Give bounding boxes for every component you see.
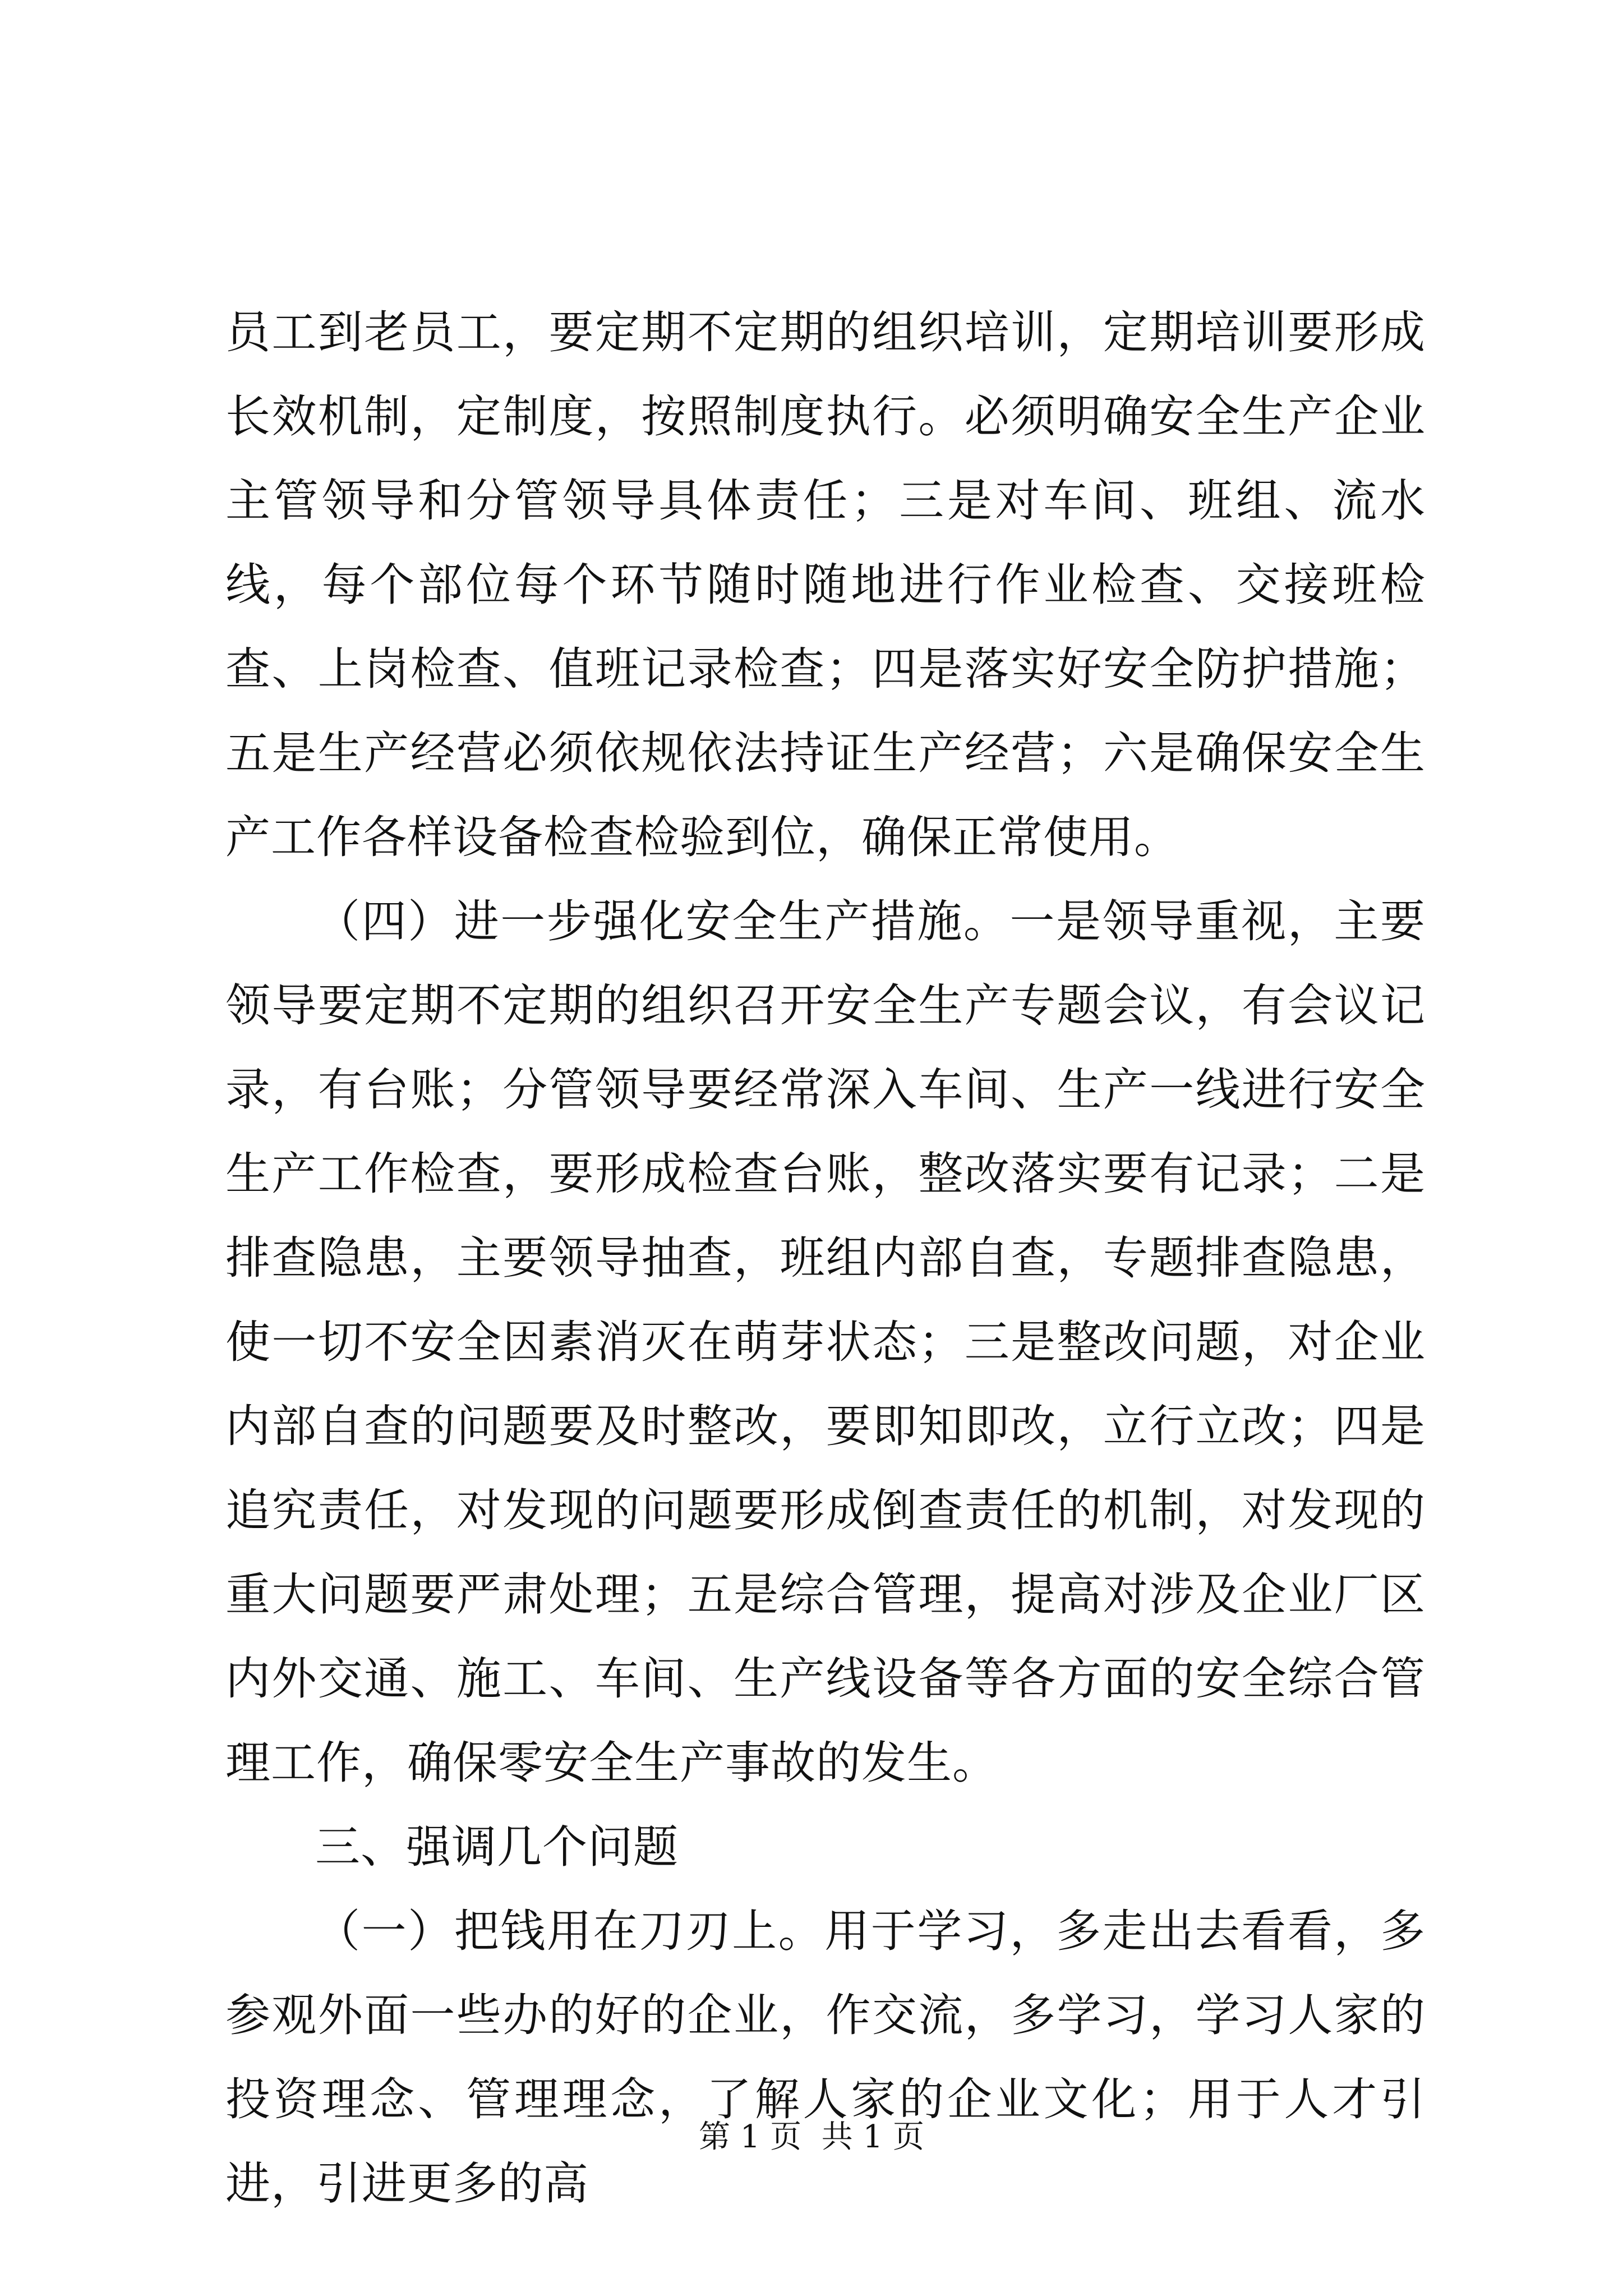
document-body — [225, 291, 1426, 2226]
section-heading-three: 三、强调几个问题 — [315, 1821, 679, 1873]
paragraph-section-four: （四）进一步强化安全生产措施。一是领导重视，主要领导要定期不定期的组织召开安全生产专题会议，有会议记录，有台账；分管领导要经常深入车间、生产一线进行安全生产工作检查，要形成检查台账，整改落实要有记录；二是排查隐患，主要领导抽查，班组内部自查，专题排查隐患，使一切不安全因素消灭在萌芽状态；三是整改问题，对企业内部自查的问题要及时整改，要即知即改，立行立改；四是追究责任，对发现的问题要形成倒查责任的机制，对发现的重大问题要严肃处理；五是综合管理，提高对涉及企业厂区内外交通、施工、车间、生产线设备等各方面的安全综合管理工作，确保零安全生产事故的发生。 — [225, 895, 1426, 1789]
paragraph-continuation: 员工到老员工，要定期不定期的组织培训，定期培训要形成长效机制，定制度，按照制度执行。必须明确安全生产企业主管领导和分管领导具体责任；三是对车间、班组、流水线，每个部位每个环节随时随地进行作业检查、交接班检查、上岗检查、值班记录检查；四是落实好安全防护措施；五是生产经营必须依规依法持证生产经营；六是确保安全生产工作各样设备检查检验到位，确保正常使用。 — [225, 306, 1426, 863]
page-number-footer: 第 1 页 共 1 页 — [698, 2119, 925, 2155]
paragraph-subsection-one: （一）把钱用在刀刃上。用于学习，多走出去看看，多参观外面一些办的好的企业，作交流，多学习，学习人家的投资理念、管理理念，了解人家的企业文化；用于人才引进，引进更多的高 — [225, 1905, 1426, 2210]
